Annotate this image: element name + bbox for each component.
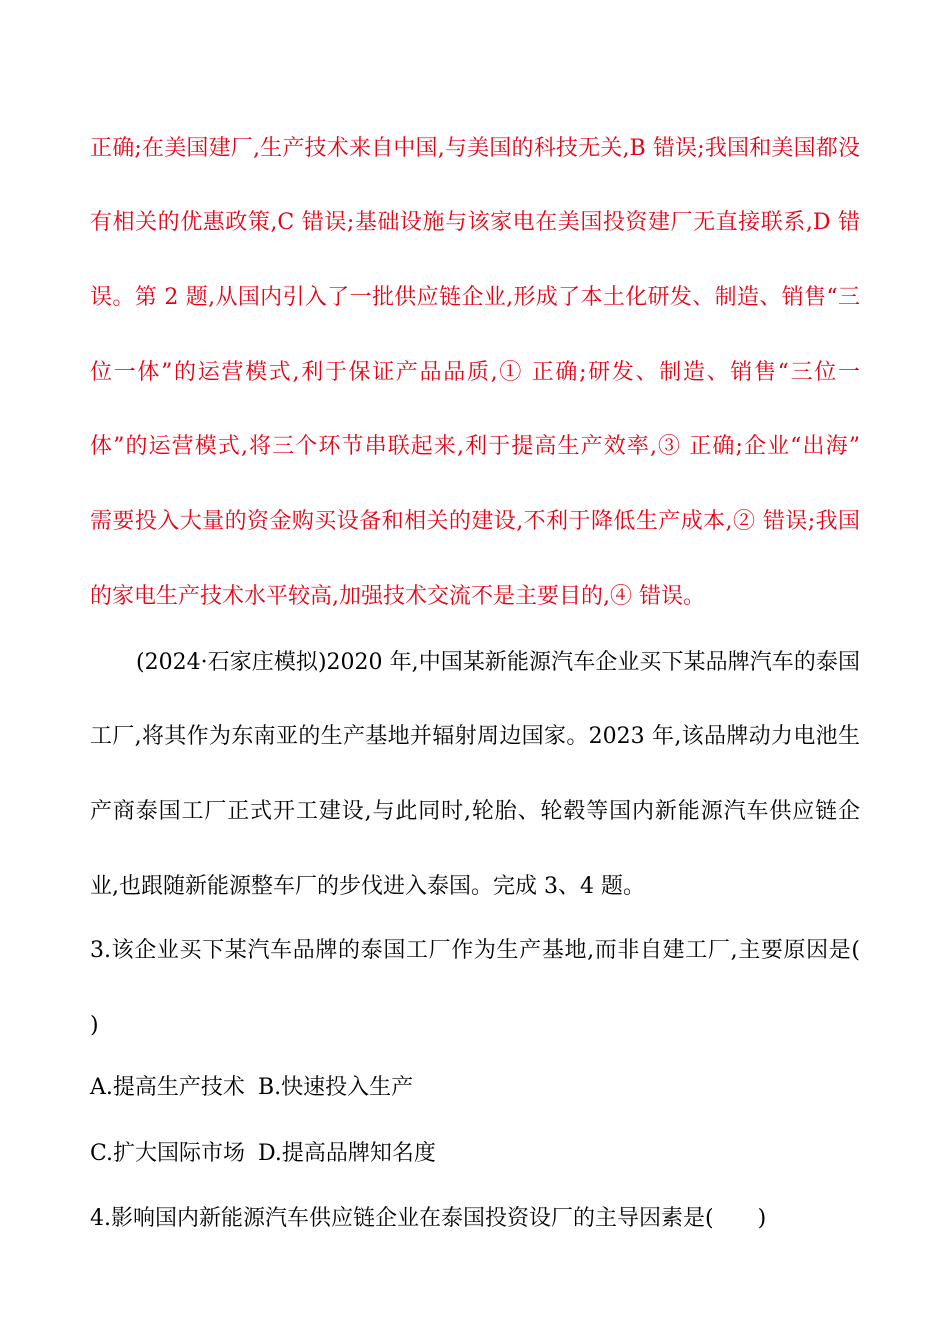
material-line: 业,也跟随新能源整车厂的步伐进入泰国。完成 3、4 题。 xyxy=(90,874,645,899)
option-c: C.扩大国际市场 xyxy=(90,1141,246,1166)
question-stem: ) xyxy=(90,1013,99,1038)
option-b: B.快速投入生产 xyxy=(258,1075,414,1100)
explanation-line: 位一体”的运营模式,利于保证产品品质,① 正确;研发、制造、销售“三位一 xyxy=(90,360,860,385)
explanation-line: 需要投入大量的资金购买设备和相关的建设,不利于降低生产成本,② 错误;我国 xyxy=(90,509,860,534)
explanation-line: 有相关的优惠政策,C 错误;基础设施与该家电在美国投资建厂无直接联系,D 错 xyxy=(90,210,860,235)
explanation-line: 误。第 2 题,从国内引入了一批供应链企业,形成了本土化研发、制造、销售“三 xyxy=(90,285,860,310)
question-stem: 4.影响国内新能源汽车供应链企业在泰国投资设厂的主导因素是( ) xyxy=(90,1206,767,1231)
explanation-line: 的家电生产技术水平较高,加强技术交流不是主要目的,④ 错误。 xyxy=(90,584,705,609)
option-a: A.提高生产技术 xyxy=(90,1075,245,1100)
material-line: 产商泰国工厂正式开工建设,与此同时,轮胎、轮毂等国内新能源汽车供应链企 xyxy=(90,799,860,824)
option-d: D.提高品牌知名度 xyxy=(258,1141,436,1166)
material-line: 工厂,将其作为东南亚的生产基地并辐射周边国家。2023 年,该品牌动力电池生 xyxy=(90,724,860,749)
question-stem: 3.该企业买下某汽车品牌的泰国工厂作为生产基地,而非自建工厂,主要原因是( xyxy=(90,938,860,963)
explanation-line: 体”的运营模式,将三个环节串联起来,利于提高生产效率,③ 正确;企业“出海” xyxy=(90,434,860,459)
material-line: (2024·石家庄模拟)2020 年,中国某新能源汽车企业买下某品牌汽车的泰国 xyxy=(136,650,860,675)
explanation-line: 正确;在美国建厂,生产技术来自中国,与美国的科技无关,B 错误;我国和美国都没 xyxy=(90,136,860,161)
